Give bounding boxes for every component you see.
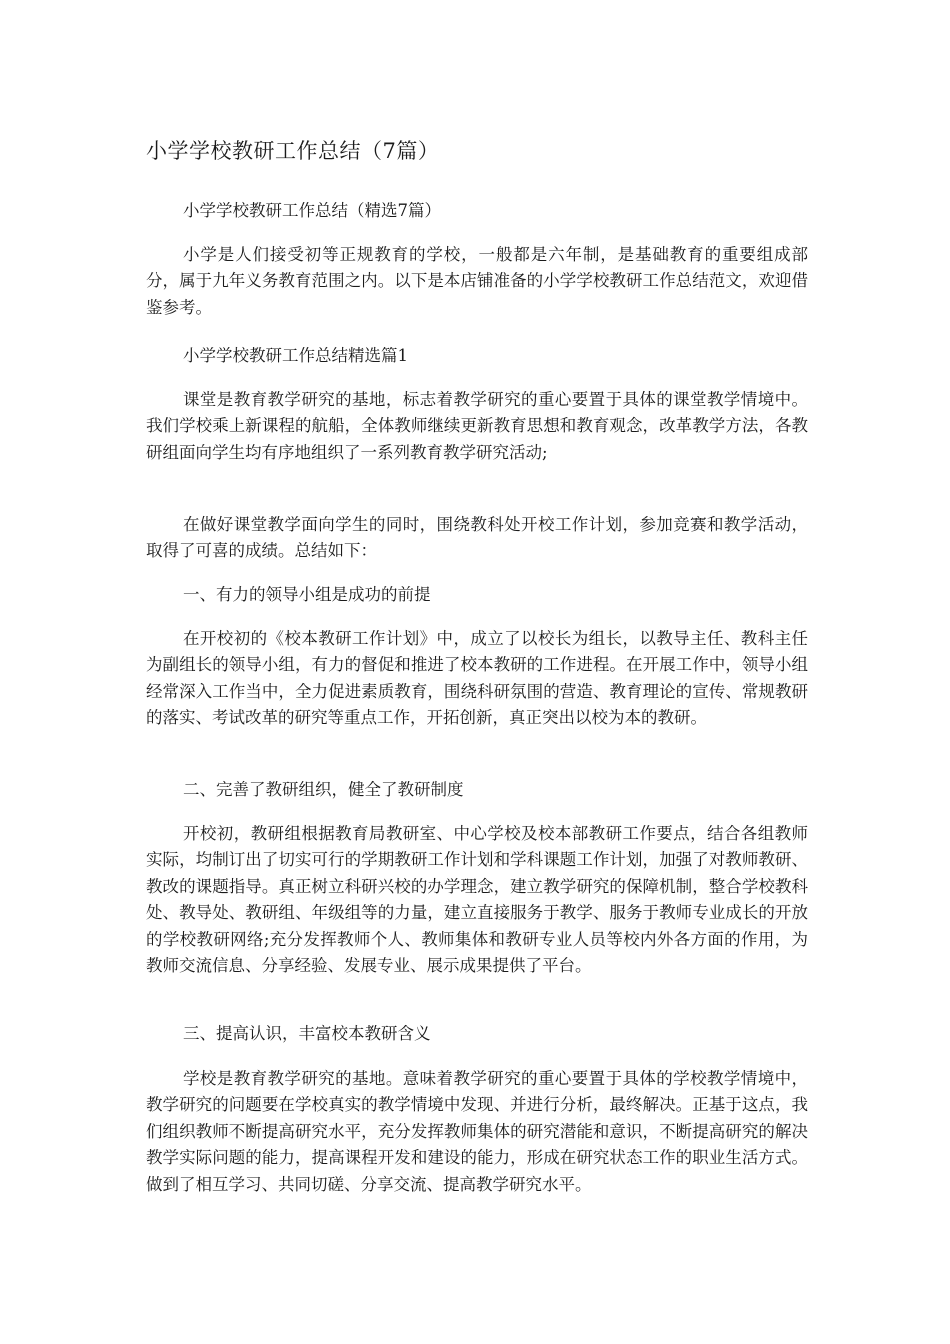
- heading-three: 三、提高认识，丰富校本教研含义: [183, 1024, 431, 1043]
- intro-paragraph: 小学是人们接受初等正规教育的学校，一般都是六年制，是基础教育的重要组成部分，属于九年义务教育范围之内。以下是本店铺准备的小学学校教研工作总结范文，欢迎借鉴参考。: [146, 245, 808, 317]
- document-title: 小学学校教研工作总结（7篇）: [146, 139, 440, 163]
- document-subtitle: 小学学校教研工作总结（精选7篇）: [183, 201, 441, 220]
- heading-two: 二、完善了教研组织，健全了教研制度: [183, 780, 464, 799]
- paragraph-1: 课堂是教育教学研究的基地，标志着教学研究的重心要置于具体的课堂教学情境中。我们学校乘上新课程的航船，全体教师继续更新教育思想和教育观念，改革教学方法，各教研组面向学生均有序地组织了一系列教育教学研究活动;: [146, 390, 808, 462]
- section-heading-1: 小学学校教研工作总结精选篇1: [183, 346, 408, 365]
- paragraph-5: 学校是教育教学研究的基地。意味着教学研究的重心要置于具体的学校教学情境中，教学研究的问题要在学校真实的教学情境中发现、并进行分析，最终解决。正基于这点，我们组织教师不断提高研究水平，充分发挥教师集体的研究潜能和意识，不断提高研究的解决教学实际问题的能力，提高课程开发和建设的能力，形成在研究状态工作的职业生活方式。做到了相互学习、共同切磋、分享交流、提高教学研究水平。: [146, 1069, 808, 1194]
- heading-one: 一、有力的领导小组是成功的前提: [183, 585, 431, 604]
- paragraph-4: 开校初，教研组根据教育局教研室、中心学校及校本部教研工作要点，结合各组教师实际，均制订出了切实可行的学期教研工作计划和学科课题工作计划，加强了对教师教研、教改的课题指导。真正树立科研兴校的办学理念，建立教学研究的保障机制，整合学校教科处、教导处、教研组、年级组等的力量，建立直接服务于教学、服务于教师专业成长的开放的学校教研网络;充分发挥教师个人、教师集体和教研专业人员等校内外各方面的作用，为教师交流信息、分享经验、发展专业、展示成果提供了平台。: [146, 824, 808, 976]
- paragraph-2-text: 在做好课堂教学面向学生的同时，围绕教科处开校工作计划，参加竞赛和教学活动，取得了可喜的成绩。总结如下：: [146, 515, 808, 561]
- paragraph-3: 在开校初的《校本教研工作计划》中，成立了以校长为组长，以教导主任、教科主任为副组长的领导小组，有力的督促和推进了校本教研的工作进程。在开展工作中，领导小组经常深入工作当中，全力促进素质教育，围绕科研氛围的营造、教育理论的宣传、常规教研的落实、考试改革的研究等重点工作，开拓创新，真正突出以校为本的教研。: [146, 629, 808, 728]
